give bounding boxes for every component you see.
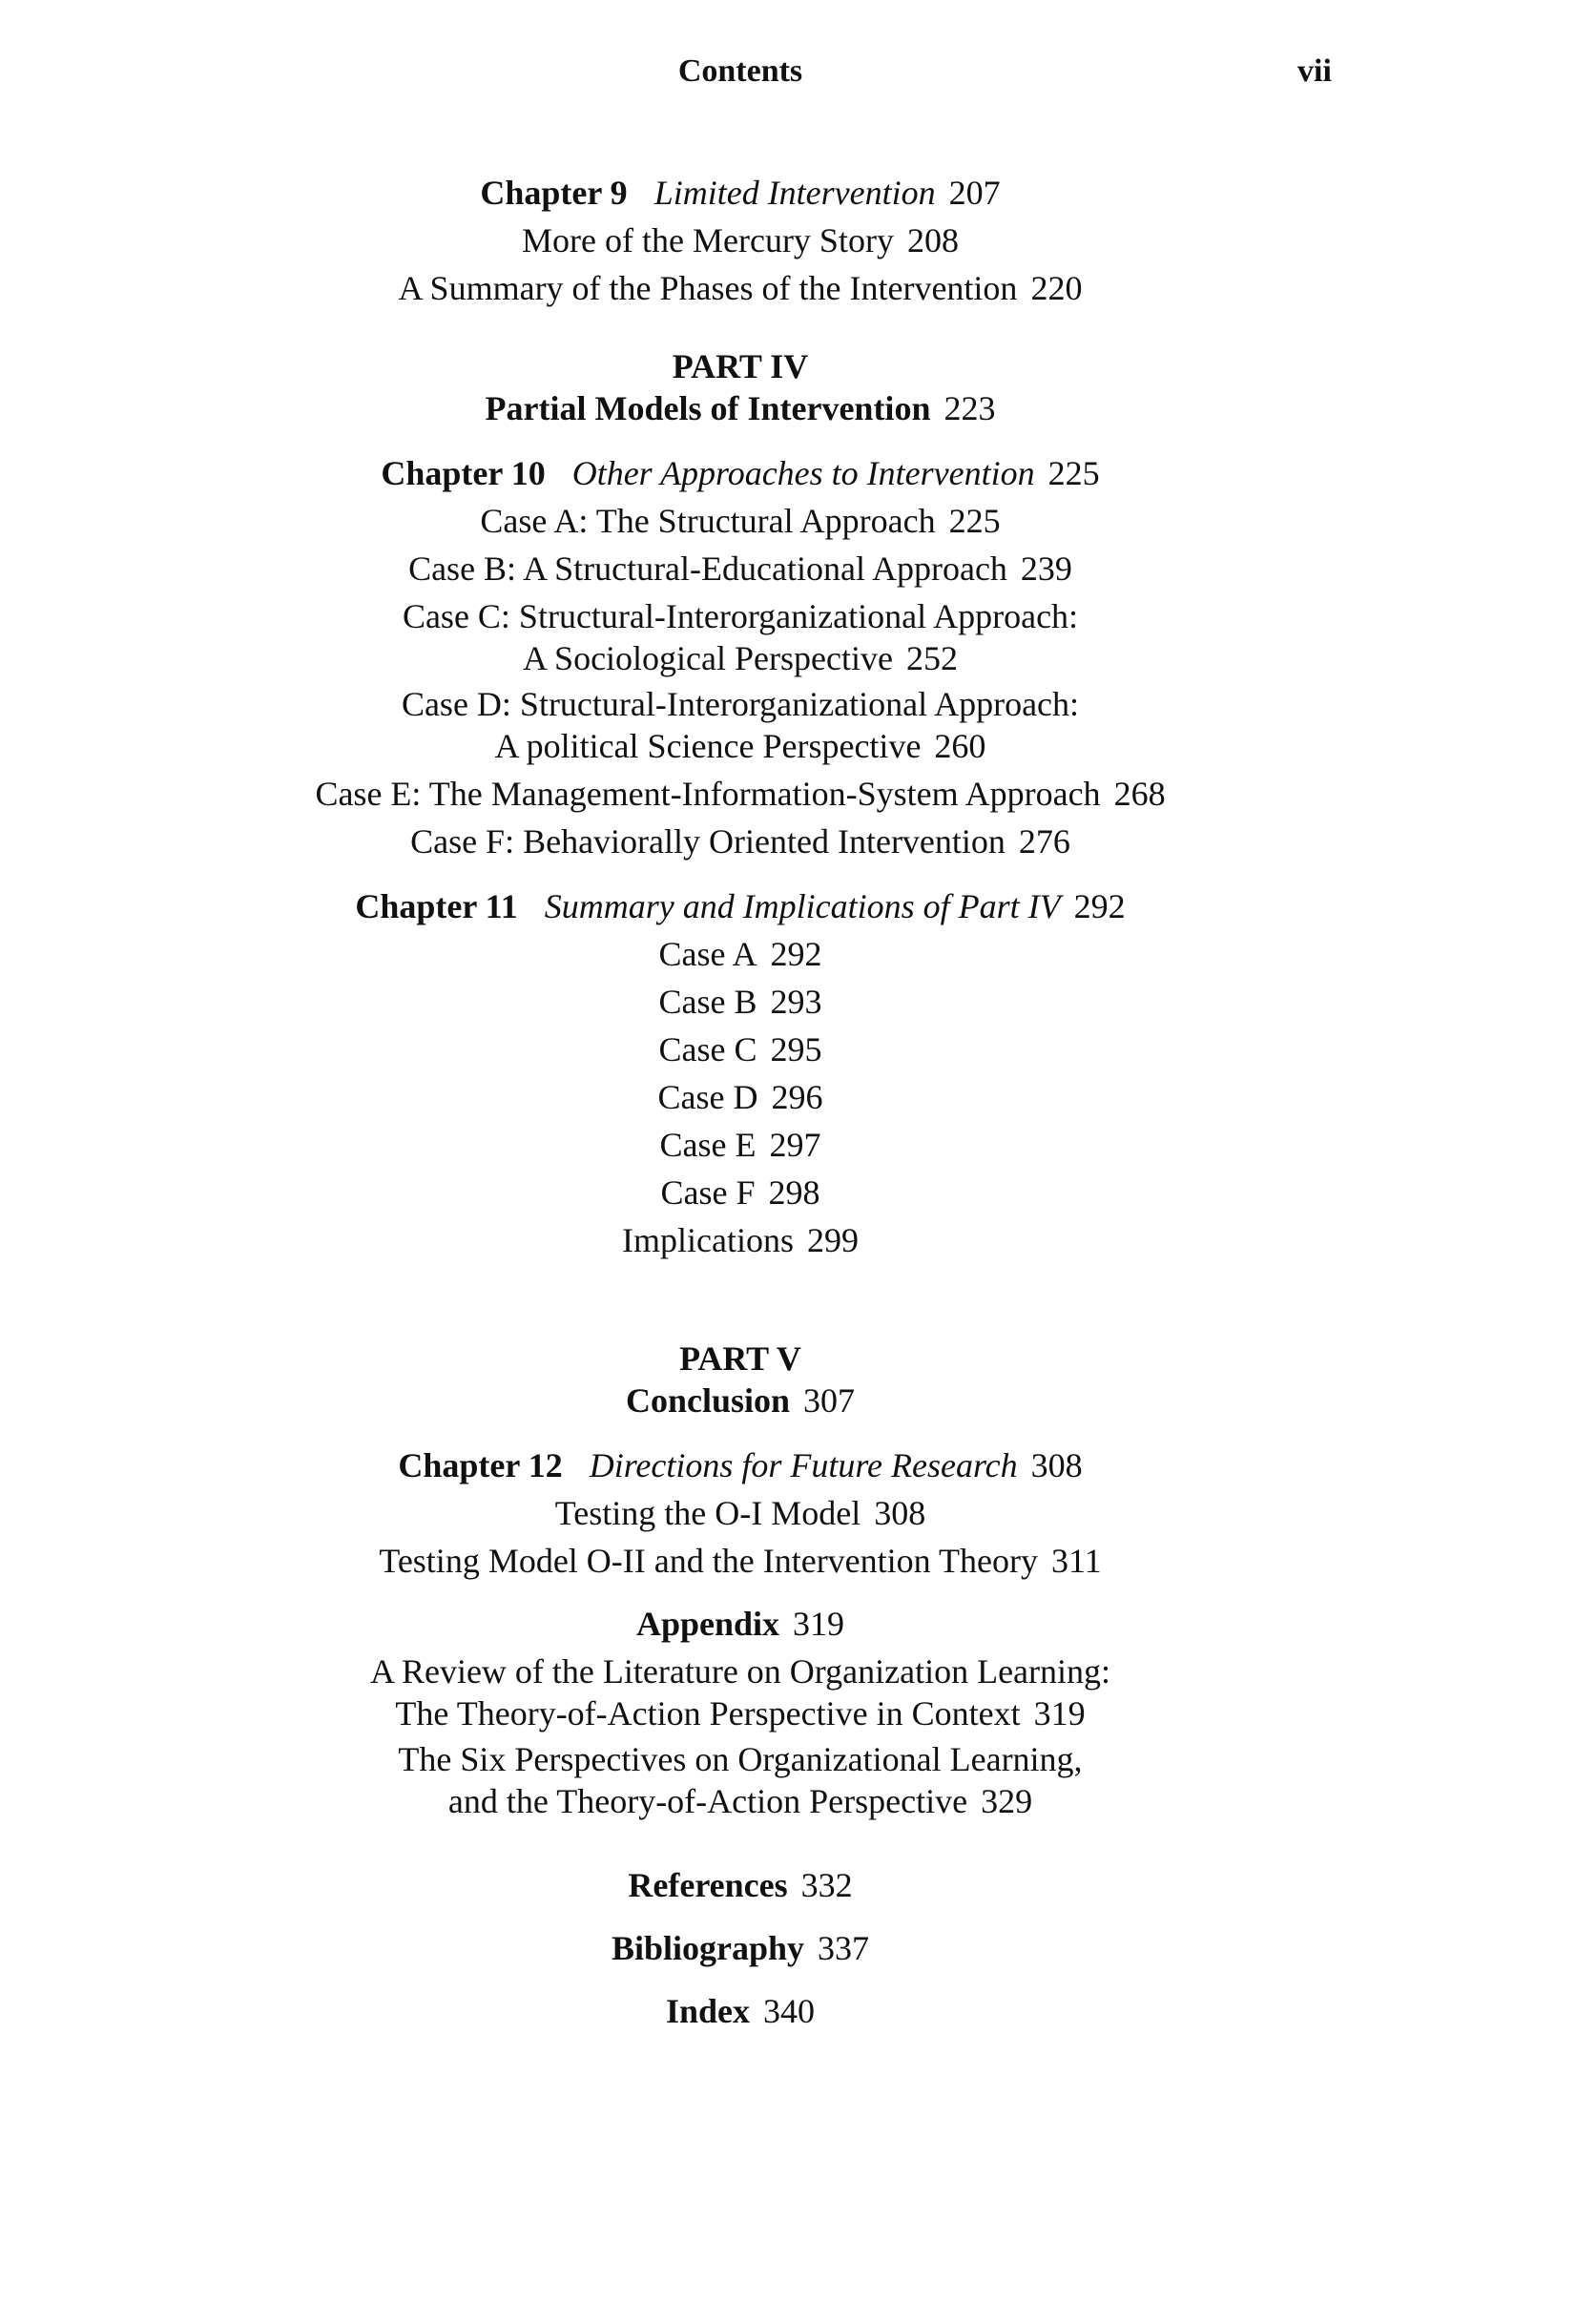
entry-text: Case B <box>658 983 757 1021</box>
toc-part-5-label <box>0 1338 1481 1380</box>
page-number: 225 <box>1047 454 1100 492</box>
chapter-title: Summary and Implications of Part IV <box>544 887 1061 925</box>
entry-text: Case A: The Structural Approach <box>480 502 936 540</box>
toc-entry <box>0 820 1481 862</box>
entry-text: The Six Perspectives on Organizational Learning, <box>398 1740 1083 1778</box>
toc-entry <box>0 1650 1481 1692</box>
chapter-label: Chapter 11 <box>355 887 518 925</box>
toc-entry <box>0 725 1481 767</box>
entry-text: More of the Mercury Story <box>522 221 894 259</box>
toc-entry <box>0 267 1481 309</box>
part-label: PART V <box>679 1339 801 1378</box>
part-title: Partial Models of Intervention <box>485 389 931 427</box>
page-number: 296 <box>771 1078 823 1116</box>
entry-text: Case E <box>659 1126 757 1164</box>
toc-chapter-12-heading <box>0 1444 1481 1486</box>
toc-entry <box>0 595 1481 637</box>
page-number: 295 <box>770 1030 822 1069</box>
toc-entry <box>0 1540 1481 1582</box>
toc-entry <box>0 683 1481 725</box>
page-number: 337 <box>818 1929 870 1967</box>
toc-entry <box>0 981 1481 1023</box>
toc-entry <box>0 1492 1481 1534</box>
page-number: 299 <box>806 1221 859 1259</box>
toc-chapter-11-heading <box>0 885 1481 927</box>
page-number: 329 <box>981 1782 1033 1820</box>
page-number: 252 <box>905 639 958 677</box>
chapter-label: Chapter 12 <box>398 1446 563 1484</box>
entry-text: Case E: The Management-Information-System Approach <box>315 775 1101 813</box>
toc-entry <box>0 1692 1481 1734</box>
entry-text: Case F <box>660 1173 756 1212</box>
entry-text: The Theory-of-Action Perspective in Context <box>395 1694 1021 1733</box>
entry-text: A Summary of the Phases of the Intervention <box>398 269 1018 307</box>
entry-text: and the Theory-of-Action Perspective <box>447 1782 968 1820</box>
chapter-title: Other Approaches to Intervention <box>571 454 1035 492</box>
page-number: 332 <box>800 1866 853 1904</box>
toc-entry <box>0 1028 1481 1070</box>
chapter-title: Limited Intervention <box>653 174 936 212</box>
page-number: 292 <box>1073 887 1126 925</box>
page-number: 268 <box>1113 775 1166 813</box>
toc-index <box>0 1990 1481 2032</box>
entry-text: Case D: Structural-Interorganizational Approach: <box>401 685 1080 723</box>
page-number: 319 <box>793 1605 845 1643</box>
toc-appendix-heading <box>0 1603 1481 1645</box>
part-title: Conclusion <box>625 1381 791 1420</box>
entry-text: A political Science Perspective <box>494 727 922 765</box>
chapter-label: Chapter 9 <box>480 174 628 212</box>
page-number: 297 <box>769 1126 821 1164</box>
entry-text: Testing the O-I Model <box>554 1494 861 1532</box>
toc-entry <box>0 548 1481 590</box>
chapter-title: Directions for Future Research <box>589 1446 1018 1484</box>
toc-references <box>0 1864 1481 1906</box>
back-matter-label: Bibliography <box>611 1929 805 1967</box>
page-number: 225 <box>948 502 1001 540</box>
entry-text: A Review of the Literature on Organization Learning: <box>369 1652 1111 1691</box>
running-head-title: Contents <box>677 53 803 89</box>
toc-entry <box>0 933 1481 975</box>
toc-entry <box>0 637 1481 679</box>
entry-text: Case D <box>657 1078 758 1116</box>
entry-text: Case C <box>658 1030 757 1069</box>
toc-entry <box>0 219 1481 261</box>
page-number: 207 <box>948 174 1001 212</box>
back-matter-label: References <box>628 1866 788 1904</box>
part-label: PART IV <box>672 347 809 385</box>
entry-text: A Sociological Perspective <box>523 639 893 677</box>
toc-part-4-title <box>0 387 1481 429</box>
page-number: 239 <box>1020 550 1072 588</box>
entry-text: Case C: Structural-Interorganizational Approach: <box>402 597 1079 635</box>
toc-entry <box>0 1076 1481 1118</box>
page-number: 311 <box>1050 1542 1102 1580</box>
toc-bibliography <box>0 1927 1481 1969</box>
toc-entry <box>0 773 1481 815</box>
entry-text: Case A <box>658 935 757 973</box>
toc-entry <box>0 1124 1481 1166</box>
entry-text: Case F: Behaviorally Oriented Intervention <box>410 822 1006 861</box>
page-number: 276 <box>1018 822 1070 861</box>
toc-part-4-label <box>0 345 1481 387</box>
toc-part-5-title <box>0 1380 1481 1421</box>
page-number: 340 <box>763 1992 816 2030</box>
toc-entry <box>0 1219 1481 1261</box>
toc-entry <box>0 500 1481 542</box>
page-number: 298 <box>768 1173 820 1212</box>
page-number: 223 <box>944 389 996 427</box>
toc-entry <box>0 1780 1481 1822</box>
page-number: 307 <box>803 1381 856 1420</box>
page-number: 260 <box>934 727 986 765</box>
back-matter-label: Index <box>665 1992 751 2030</box>
page-number: 308 <box>874 1494 926 1532</box>
toc-chapter-10-heading <box>0 452 1481 494</box>
running-head-page-number: vii <box>1297 53 1332 89</box>
toc-chapter-9-heading <box>0 172 1481 214</box>
page-number: 308 <box>1030 1446 1083 1484</box>
page-number: 292 <box>770 935 822 973</box>
page-number: 220 <box>1030 269 1083 307</box>
page-number: 208 <box>906 221 959 259</box>
toc-entry <box>0 1738 1481 1780</box>
running-head <box>0 53 1576 99</box>
chapter-label: Chapter 10 <box>381 454 546 492</box>
entry-text: Implications <box>622 1221 794 1259</box>
toc-entry <box>0 1172 1481 1214</box>
entry-text: Case B: A Structural-Educational Approach <box>408 550 1007 588</box>
appendix-label: Appendix <box>635 1605 780 1643</box>
page-number: 293 <box>770 983 822 1021</box>
entry-text: Testing Model O-II and the Intervention Theory <box>379 1542 1038 1580</box>
page-number: 319 <box>1033 1694 1086 1733</box>
